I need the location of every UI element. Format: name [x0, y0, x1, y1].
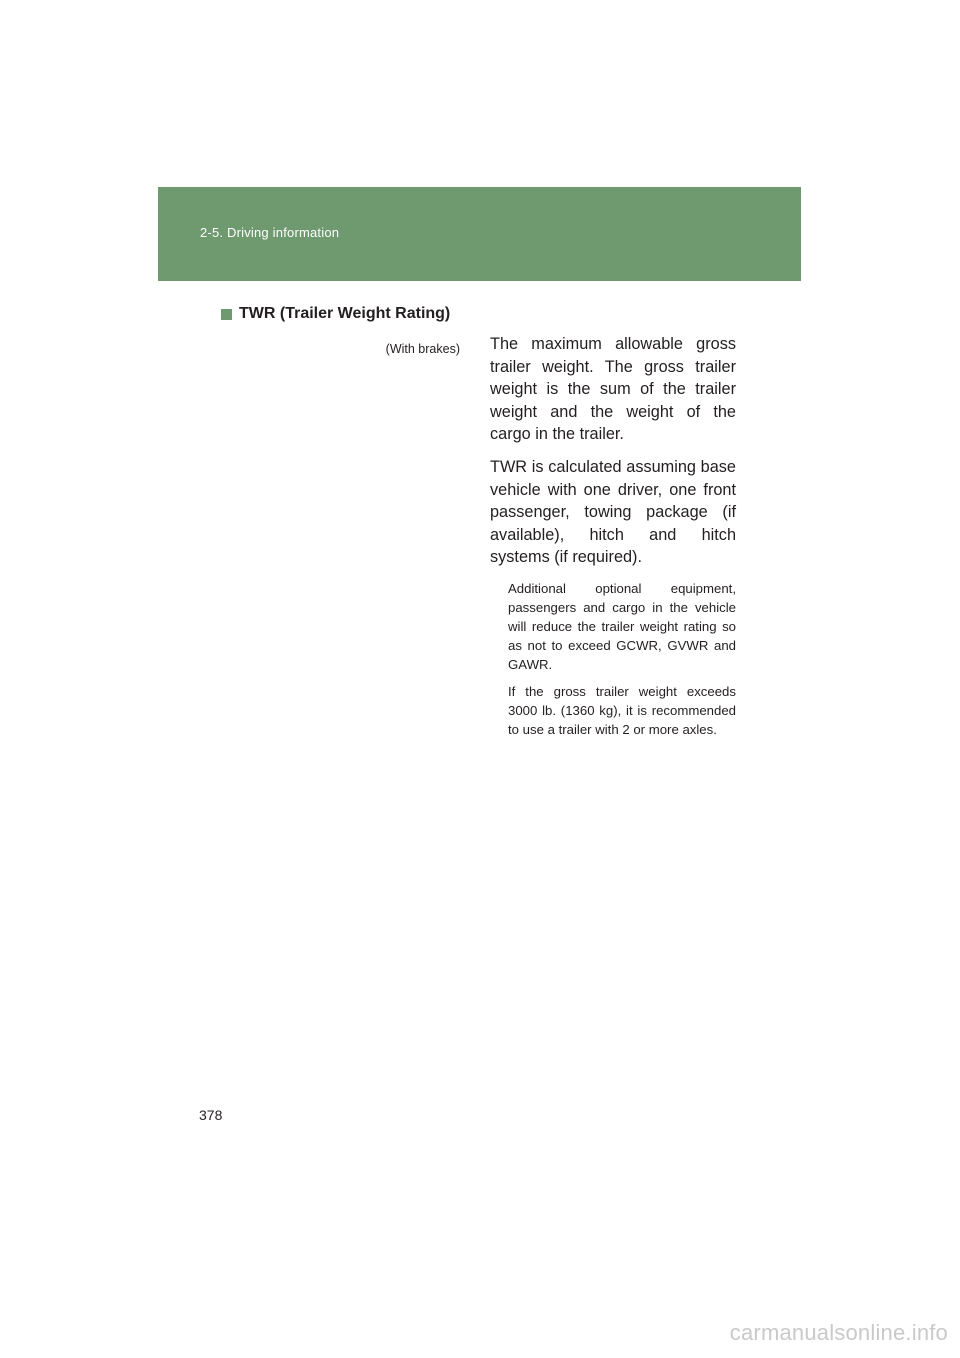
note-optional-equipment: Additional optional equipment, passengers and cargo in the vehicle will reduce the trailer weight rating so as not to exceed GCWR, GVWR and GAWR.	[508, 580, 736, 672]
heading-text: TWR (Trailer Weight Rating)	[239, 305, 451, 322]
paragraph-calculation: TWR is calculated assuming base vehicle with one driver, one front passenger, towing package (if available), hitch and hitch systems (if required).	[490, 457, 736, 567]
page-number: 378	[199, 1107, 223, 1123]
note-axles: If the gross trailer weight exceeds 3000 lb. (1360 kg), it is recommended to use a trailer with 2 or more axles.	[508, 683, 736, 737]
square-bullet-icon	[221, 309, 232, 320]
side-note: (With brakes)	[385, 342, 460, 356]
section-header-band	[158, 187, 801, 281]
section-heading	[221, 305, 450, 323]
paragraph-definition: The maximum allowable gross trailer weight. The gross trailer weight is the sum of the trailer weight and the weight of the cargo in the trailer.	[490, 335, 736, 444]
section-label: 2-5. Driving information	[200, 225, 340, 240]
main-column	[490, 333, 736, 739]
watermark: carmanualsonline.info	[729, 1320, 948, 1345]
